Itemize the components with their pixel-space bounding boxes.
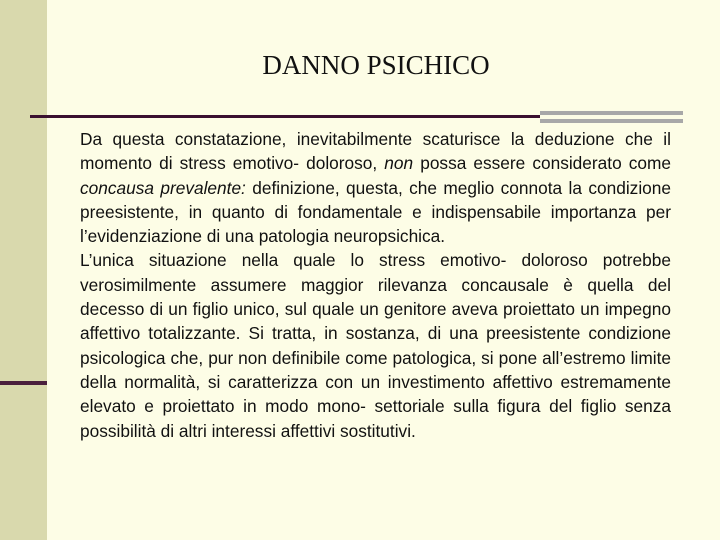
- slide-body: [80, 127, 671, 443]
- paragraph-1-italic-1: non: [384, 153, 414, 174]
- paragraph-2: L’unica situazione nella quale lo stress emotivo- doloroso potrebbe verosimilmente assumere maggior rilevanza concausale è quella del decesso di un figlio unico, sul quale un genitore aveva proiettato un impegno affettivo totalizzante. Si tratta, in sostanza, di una preesistente condizione psicologica che, pur non definibile come patologica, si pone all’estremo limite della normalità, si caratterizza con un investimento affettivo estremamente elevato e proiettato in modo mono- settoriale sulla figura del figlio senza possibilità di altri interessi affettivi sostitutivi.: [80, 250, 671, 441]
- title-divider: [30, 115, 540, 118]
- left-accent-bar: [0, 381, 47, 385]
- paragraph-1-part-3: definizione, questa, che meglio connota la condizione preesistente, in quanto di fondamentale e indispensabile importanza per l’evidenziazione di una patologia neuropsichica.: [80, 177, 671, 247]
- paragraph-1: [80, 127, 671, 248]
- title-divider-gray-top: [540, 111, 683, 115]
- left-decorative-band: [0, 0, 47, 540]
- slide-title: DANNO PSICHICO: [262, 50, 490, 80]
- paragraph-1-part-1: Da questa constatazione, inevitabilmente scaturisce la deduzione che il momento di stress emotivo- doloroso,: [80, 129, 671, 174]
- paragraph-1-italic-2: concausa prevalente:: [80, 177, 246, 198]
- title-divider-gray-bottom: [540, 119, 683, 123]
- paragraph-1-part-2: possa essere considerato come: [413, 153, 672, 174]
